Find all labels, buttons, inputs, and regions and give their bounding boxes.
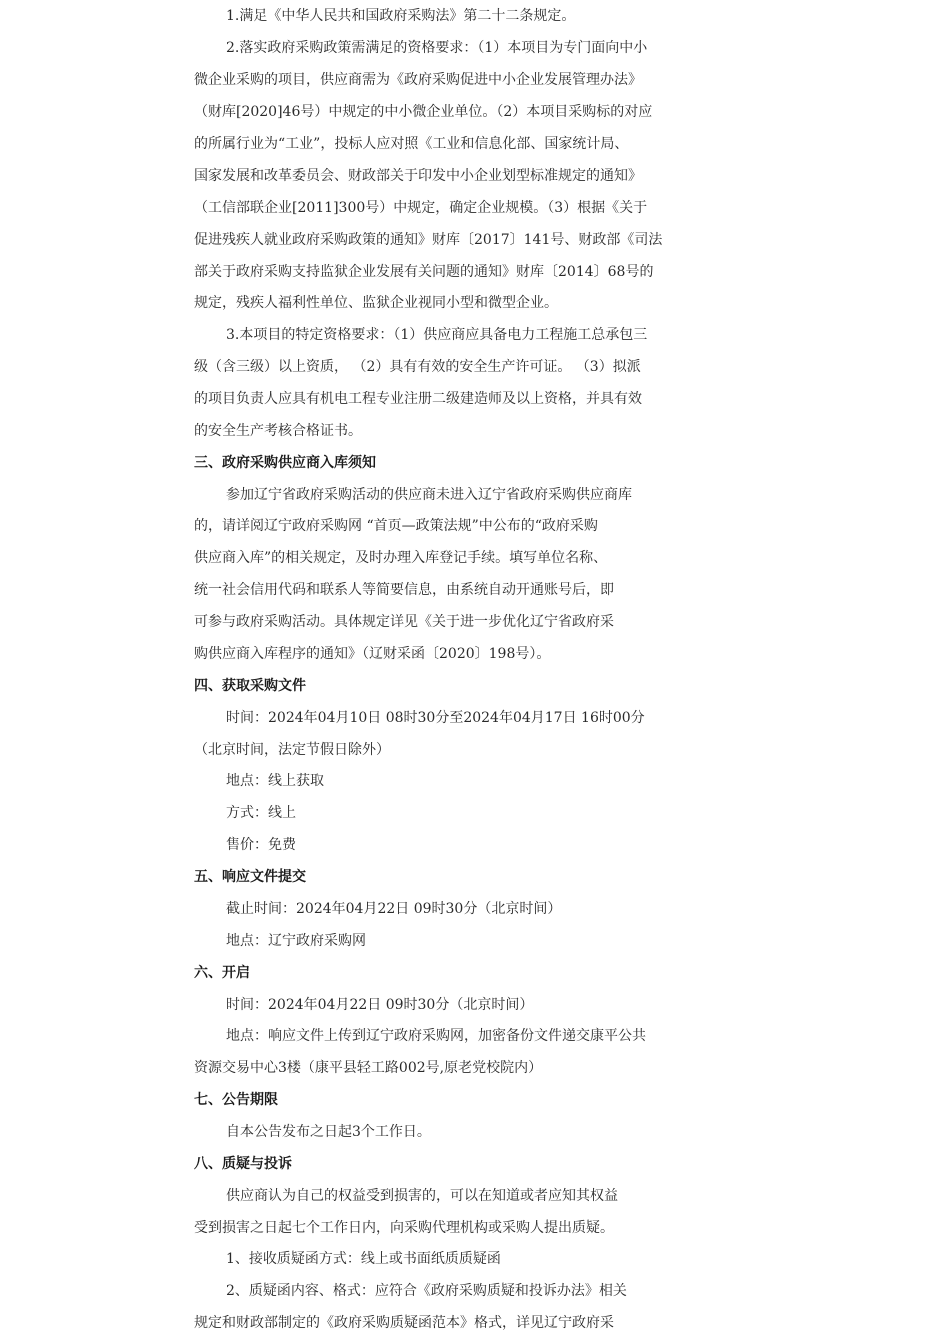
text-line: 1、接收质疑函方式：线上或书面纸质质疑函 — [226, 1251, 501, 1267]
text-line: 国家发展和改革委员会、财政部关于印发中小企业划型标准规定的通知》 — [194, 168, 642, 184]
section-heading: 三、政府采购供应商入库须知 — [194, 455, 376, 471]
text-line: 促进残疾人就业政府采购政策的通知》财库〔2017〕141号、财政部《司法 — [194, 232, 663, 248]
text-line: 自本公告发布之日起3个工作日。 — [226, 1124, 431, 1140]
section-heading: 五、响应文件提交 — [194, 869, 306, 885]
text-line: 方式：线上 — [226, 805, 296, 821]
text-line: （财库[2020]46号）中规定的中小微企业单位。（2）本项目采购标的对应 — [194, 104, 653, 120]
text-line: 2.落实政府采购政策需满足的资格要求：（1）本项目为专门面向中小 — [226, 40, 648, 56]
text-line: 截止时间：2024年04月22日 09时30分（北京时间） — [226, 901, 562, 917]
text-line: 参加辽宁省政府采购活动的供应商未进入辽宁省政府采购供应商库 — [226, 487, 632, 503]
text-line: 受到损害之日起七个工作日内，向采购代理机构或采购人提出质疑。 — [194, 1220, 614, 1236]
section-heading: 八、质疑与投诉 — [194, 1156, 292, 1172]
text-line: 统一社会信用代码和联系人等简要信息，由系统自动开通账号后，即 — [194, 582, 614, 598]
text-line: 供应商入库”的相关规定，及时办理入库登记手续。填写单位名称、 — [194, 550, 608, 566]
text-line: 规定和财政部制定的《政府采购质疑函范本》格式，详见辽宁政府采 — [194, 1315, 614, 1331]
text-line: 的安全生产考核合格证书。 — [194, 423, 362, 439]
text-line: 资源交易中心3楼（康平县轻工路002号,原老党校院内） — [194, 1060, 543, 1076]
text-line: 地点：辽宁政府采购网 — [226, 933, 366, 949]
text-line: 的，请详阅辽宁政府采购网 “首页—政策法规”中公布的“政府采购 — [194, 518, 598, 534]
text-line: 规定，残疾人福利性单位、监狱企业视同小型和微型企业。 — [194, 295, 558, 311]
text-line: 2、质疑函内容、格式：应符合《政府采购质疑和投诉办法》相关 — [226, 1283, 627, 1299]
text-line: 级（含三级）以上资质， （2）具有有效的安全生产许可证。 （3）拟派 — [194, 359, 641, 375]
text-line: 地点：线上获取 — [226, 773, 324, 789]
text-line: 的所属行业为“工业”，投标人应对照《工业和信息化部、国家统计局、 — [194, 136, 629, 152]
text-line: 售价：免费 — [226, 837, 296, 853]
text-line: 购供应商入库程序的通知》（辽财采函〔2020〕198号）。 — [194, 646, 551, 662]
text-line: 供应商认为自己的权益受到损害的，可以在知道或者应知其权益 — [226, 1188, 618, 1204]
text-line: （工信部联企业[2011]300号）中规定，确定企业规模。（3）根据《关于 — [194, 200, 648, 216]
text-line: 1.满足《中华人民共和国政府采购法》第二十二条规定。 — [226, 8, 576, 24]
section-heading: 六、开启 — [194, 965, 250, 981]
text-line: 微企业采购的项目，供应商需为《政府采购促进中小企业发展管理办法》 — [194, 72, 642, 88]
text-line: 时间：2024年04月10日 08时30分至2024年04月17日 16时00分 — [226, 710, 645, 726]
section-heading: 四、获取采购文件 — [194, 678, 306, 694]
text-line: 3.本项目的特定资格要求：（1）供应商应具备电力工程施工总承包三 — [226, 327, 648, 343]
text-line: 可参与政府采购活动。具体规定详见《关于进一步优化辽宁省政府采 — [194, 614, 614, 630]
text-line: 部关于政府采购支持监狱企业发展有关问题的通知》财库〔2014〕68号的 — [194, 264, 654, 280]
text-line: 地点：响应文件上传到辽宁政府采购网，加密备份文件递交康平公共 — [226, 1028, 646, 1044]
text-line: 时间：2024年04月22日 09时30分（北京时间） — [226, 997, 534, 1013]
text-line: （北京时间，法定节假日除外） — [194, 742, 390, 758]
section-heading: 七、公告期限 — [194, 1092, 278, 1108]
text-line: 的项目负责人应具有机电工程专业注册二级建造师及以上资格，并具有效 — [194, 391, 642, 407]
